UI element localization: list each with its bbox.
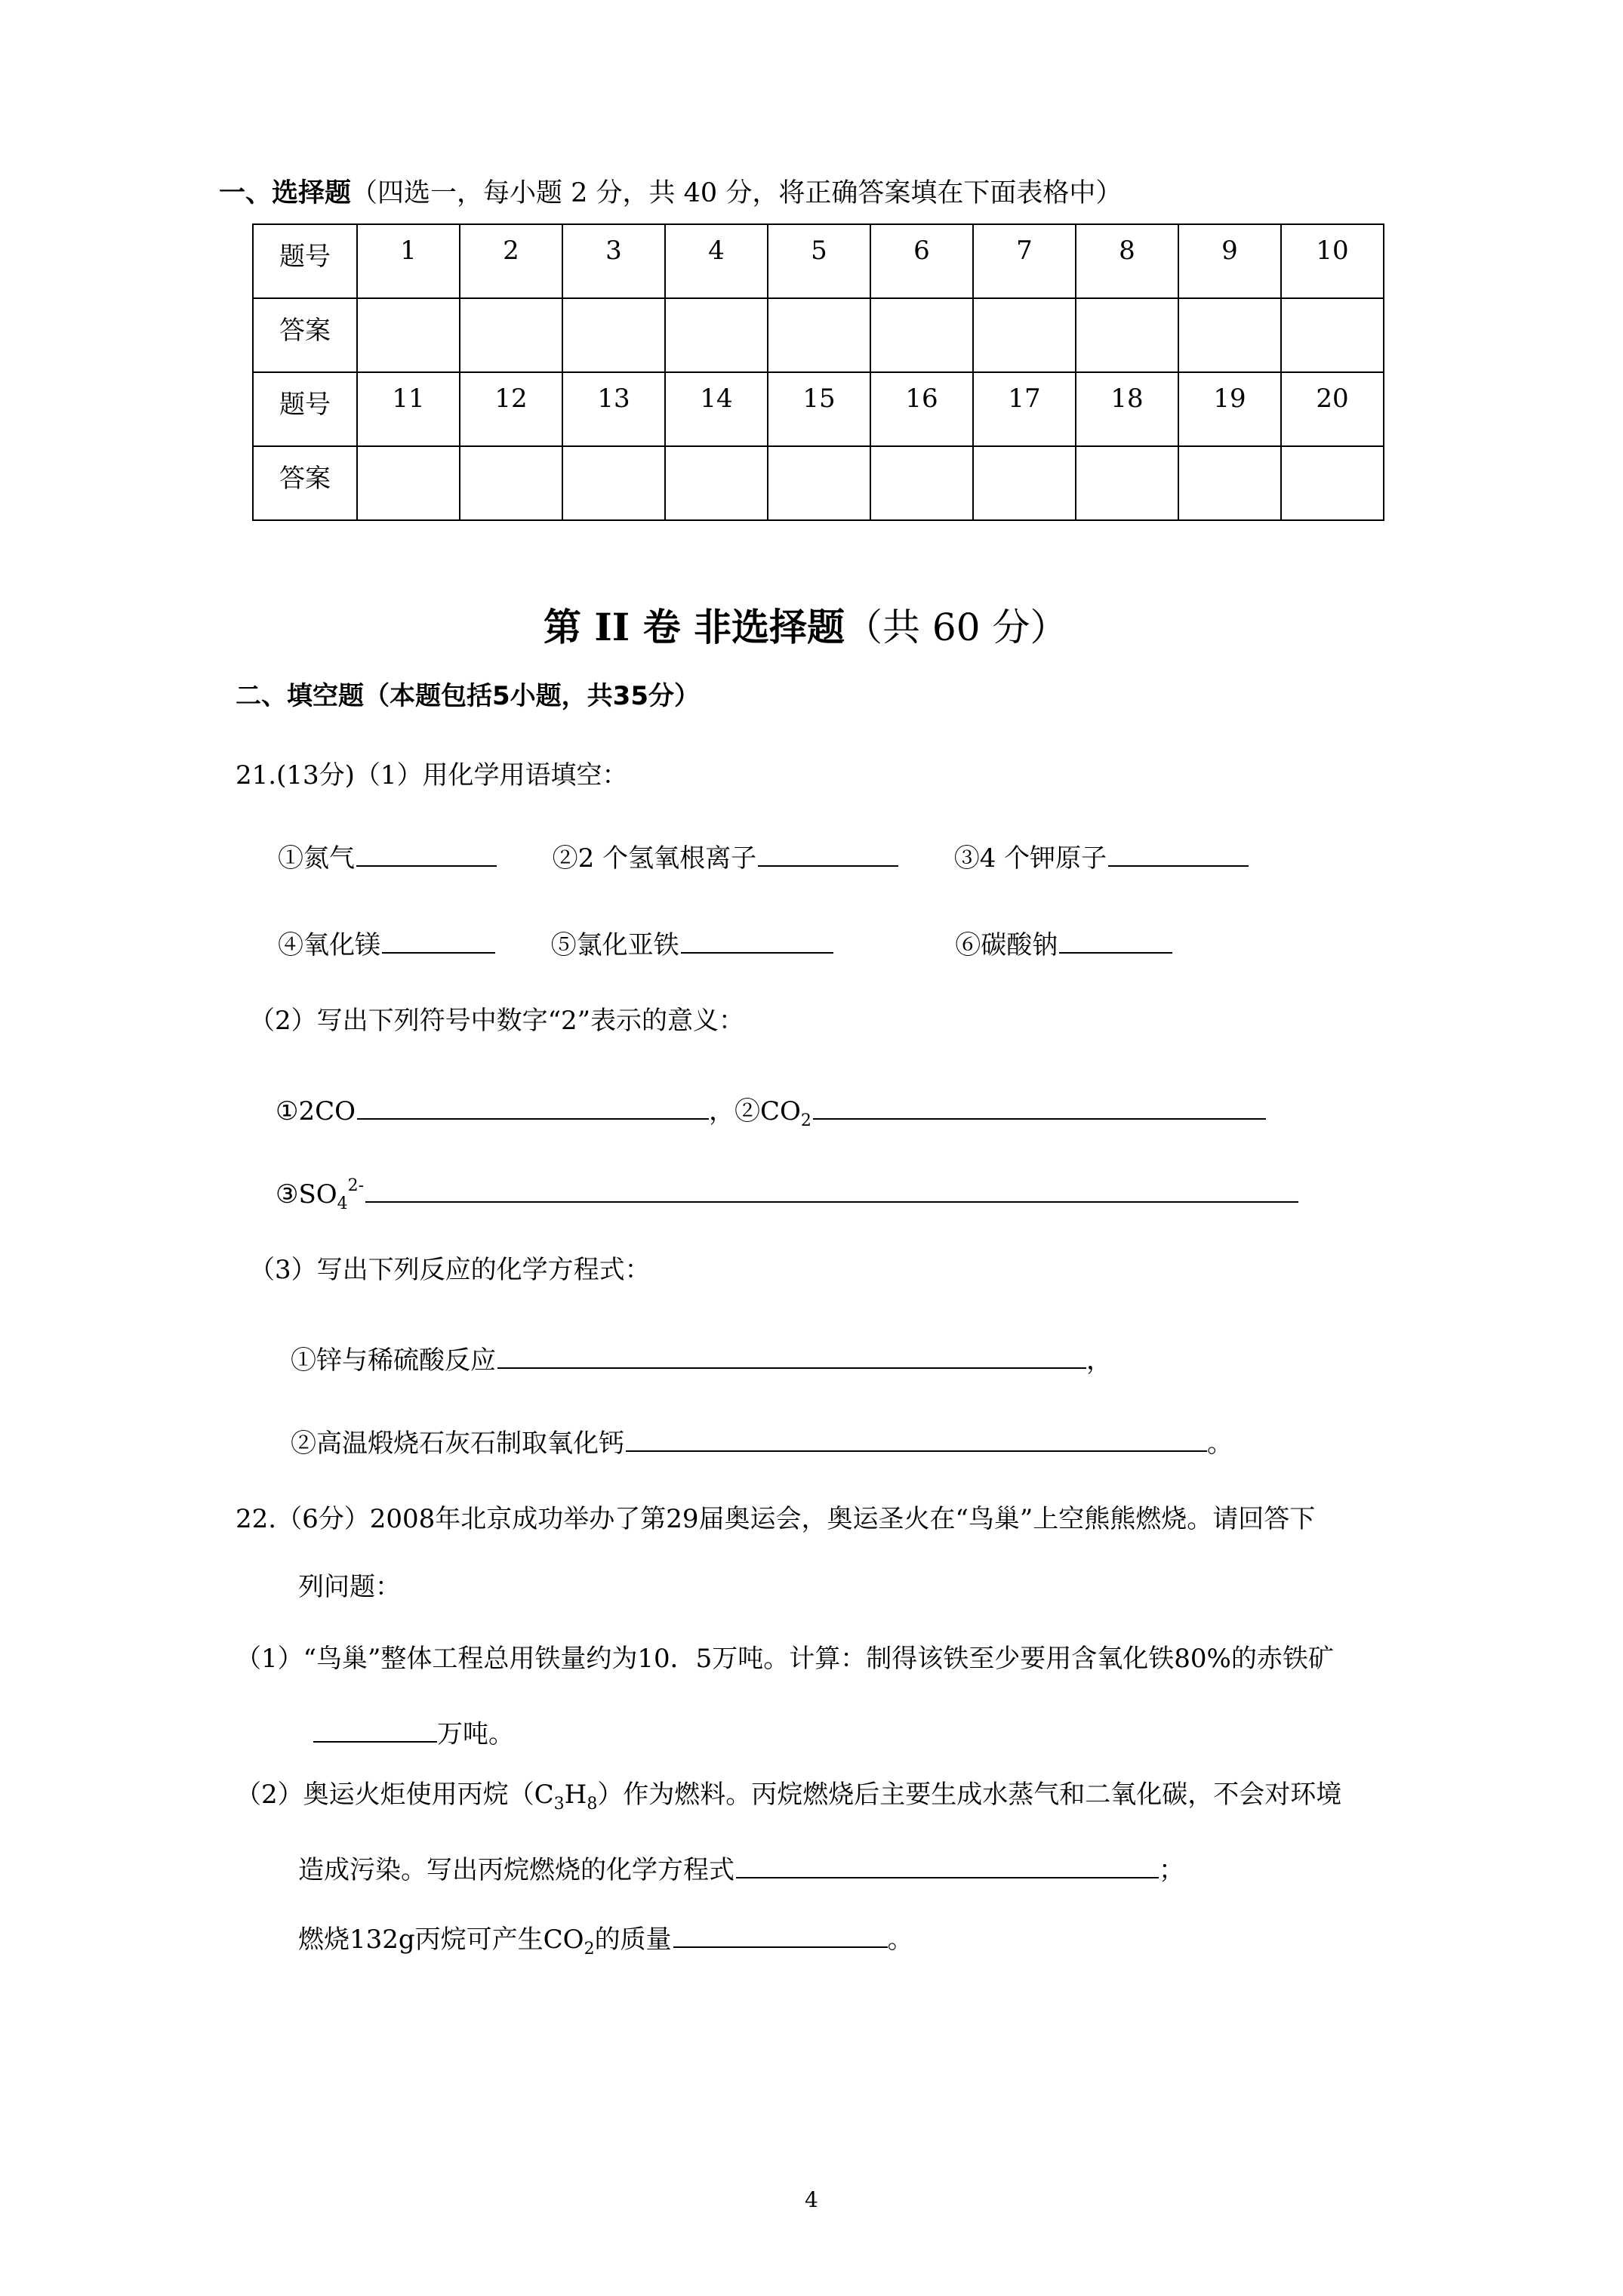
part2-title-text: 第 II 卷 非选择题 [544, 605, 845, 649]
q21-sym2-label: ②CO [735, 1096, 801, 1126]
q21-item-row2 [278, 925, 1172, 958]
table-row [253, 446, 1384, 520]
q21-sym3-subscript: 4 [337, 1194, 348, 1213]
part2-points: （共 60 分） [845, 606, 1068, 649]
q21-sym1-blank[interactable] [357, 1091, 709, 1120]
answer-cell[interactable] [768, 298, 870, 372]
row-label-number: 题号 [253, 372, 357, 446]
answer-cell[interactable] [562, 446, 665, 520]
q21-item5-blank[interactable] [681, 925, 833, 954]
answer-cell[interactable] [357, 298, 460, 372]
q22-part2-mass-sub: 2 [584, 1940, 595, 1959]
answer-table [252, 223, 1384, 521]
q21-item4-blank[interactable] [382, 925, 495, 954]
q21-sym2-blank[interactable] [813, 1091, 1266, 1120]
question-number-cell: 5 [768, 224, 870, 298]
answer-cell[interactable] [1076, 446, 1178, 520]
q21-part2-stem: （2）写出下列符号中数字“2”表示的意义： [249, 1006, 745, 1036]
question-number-cell: 13 [562, 372, 665, 446]
q21-reaction1 [291, 1340, 1112, 1376]
question-number-cell: 17 [973, 372, 1076, 446]
question-number-cell: 18 [1076, 372, 1178, 446]
answer-cell[interactable] [1178, 446, 1281, 520]
part2-title [544, 605, 1068, 649]
q22-part2-line1 [236, 1782, 1341, 1813]
table-row [253, 298, 1384, 372]
answer-cell[interactable] [973, 446, 1076, 520]
q21-rxn2-label: ②高温煅烧石灰石制取氧化钙 [291, 1428, 624, 1459]
q22-part2-line2-end: ； [1159, 1855, 1184, 1885]
q21-item2-label: ②2 个氢氧根离子 [552, 843, 757, 874]
answer-cell[interactable] [460, 298, 562, 372]
q22-part2-sub1: 3 [553, 1795, 565, 1814]
answer-cell[interactable] [665, 298, 768, 372]
section1-title: 一、选择题 [219, 177, 352, 208]
question-number-cell: 9 [1178, 224, 1281, 298]
q22-part2-equation-label: 造成污染。写出丙烷燃烧的化学方程式 [298, 1855, 735, 1885]
q22-stem-line2: 列问题： [298, 1572, 401, 1602]
q22-part2-text-b: H [564, 1780, 587, 1810]
table-row [253, 372, 1384, 446]
question-number-cell: 8 [1076, 224, 1178, 298]
q22-part1-line1: （1）“鸟巢”整体工程总用铁量约为10．5万吨。计算：制得该铁至少要用含氧化铁80%的赤铁矿 [236, 1644, 1334, 1674]
q21-sym3-label: ③SO [276, 1179, 337, 1210]
answer-cell[interactable] [460, 446, 562, 520]
q22-part1-unit: 万吨。 [437, 1719, 514, 1749]
q21-item3-blank[interactable] [1108, 838, 1249, 867]
q21-rxn2-end: 。 [1207, 1428, 1233, 1459]
q21-item2-blank[interactable] [758, 838, 898, 867]
answer-cell[interactable] [1281, 446, 1384, 520]
q21-item6-blank[interactable] [1059, 925, 1172, 954]
q22-part2-mass-blank[interactable] [673, 1919, 888, 1948]
question-number-cell: 3 [562, 224, 665, 298]
q21-rxn2-blank[interactable] [626, 1423, 1207, 1452]
q22-part2-mass-end: 。 [887, 1925, 913, 1955]
table-row [253, 224, 1384, 298]
answer-cell[interactable] [357, 446, 460, 520]
q22-part2-equation-blank[interactable] [736, 1850, 1159, 1878]
q21-item6-label: ⑥碳酸钠 [955, 930, 1058, 960]
q21-item-row1 [278, 838, 1249, 874]
question-number-cell: 15 [768, 372, 870, 446]
q22-stem-line1: 22.（6分）2008年北京成功举办了第29届奥运会，奥运圣火在“鸟巢”上空熊熊燃烧。请回答下 [236, 1504, 1316, 1534]
question-number-cell: 10 [1281, 224, 1384, 298]
q22-part1-line2 [313, 1714, 514, 1747]
q21-part3-stem: （3）写出下列反应的化学方程式： [249, 1255, 651, 1285]
row-label-answer: 答案 [253, 298, 357, 372]
question-number-cell: 6 [870, 224, 973, 298]
answer-cell[interactable] [1281, 298, 1384, 372]
q21-symbol-row1 [276, 1091, 1266, 1130]
q21-sym2-subscript: 2 [800, 1111, 812, 1130]
q22-part2-line2 [298, 1850, 1184, 1883]
q21-symbol-row2 [276, 1174, 1298, 1213]
q21-sym1-label: ①2CO [276, 1096, 356, 1126]
q21-item1-blank[interactable] [356, 838, 497, 867]
q21-item5-label: ⑤氯化亚铁 [550, 930, 679, 960]
section1-heading [219, 177, 1123, 208]
q22-part2-text-a: （2）奥运火炬使用丙烷（C [236, 1780, 554, 1810]
answer-cell[interactable] [870, 446, 973, 520]
q21-stem: 21.(13分)（1）用化学用语填空： [236, 760, 628, 791]
answer-cell[interactable] [562, 298, 665, 372]
row-label-number: 题号 [253, 224, 357, 298]
q21-sym3-superscript: 2- [347, 1176, 365, 1195]
answer-cell[interactable] [1178, 298, 1281, 372]
q21-item1-label: ①氮气 [278, 843, 355, 874]
q22-part2-mass-text-a: 燃烧132g丙烷可产生CO [298, 1925, 584, 1955]
question-number-cell: 4 [665, 224, 768, 298]
answer-cell[interactable] [973, 298, 1076, 372]
row-label-answer: 答案 [253, 446, 357, 520]
question-number-cell: 20 [1281, 372, 1384, 446]
q22-part2-text-c: ）作为燃料。丙烷燃烧后主要生成水蒸气和二氧化碳，不会对环境 [597, 1780, 1342, 1810]
q21-sym3-blank[interactable] [365, 1174, 1298, 1203]
q21-rxn1-label: ①锌与稀硫酸反应 [291, 1345, 496, 1376]
question-number-cell: 14 [665, 372, 768, 446]
question-number-cell: 16 [870, 372, 973, 446]
section1-instruction: （四选一，每小题 2 分，共 40 分，将正确答案填在下面表格中） [351, 178, 1123, 208]
q21-rxn1-blank[interactable] [497, 1340, 1086, 1369]
question-number-cell: 2 [460, 224, 562, 298]
question-number-cell: 1 [357, 224, 460, 298]
answer-cell[interactable] [768, 446, 870, 520]
answer-cell[interactable] [1076, 298, 1178, 372]
q21-item3-label: ③4 个钾原子 [953, 843, 1107, 874]
q22-part2-sub2: 8 [587, 1795, 598, 1814]
question-number-cell: 11 [357, 372, 460, 446]
q22-part1-blank[interactable] [313, 1714, 437, 1743]
question-number-cell: 19 [1178, 372, 1281, 446]
page-number: 4 [805, 2187, 818, 2212]
q21-comma: ， [709, 1096, 735, 1126]
q22-part2-line3 [298, 1919, 913, 1958]
q21-rxn1-end: ， [1086, 1345, 1112, 1376]
answer-cell[interactable] [870, 298, 973, 372]
q21-reaction2 [291, 1423, 1233, 1459]
question-number-cell: 7 [973, 224, 1076, 298]
question-number-cell: 12 [460, 372, 562, 446]
q22-part2-mass-text-b: 的质量 [594, 1925, 672, 1955]
answer-cell[interactable] [665, 446, 768, 520]
q21-item4-label: ④氧化镁 [278, 930, 380, 960]
section2-heading: 二、填空题（本题包括5小题，共35分） [236, 681, 700, 711]
